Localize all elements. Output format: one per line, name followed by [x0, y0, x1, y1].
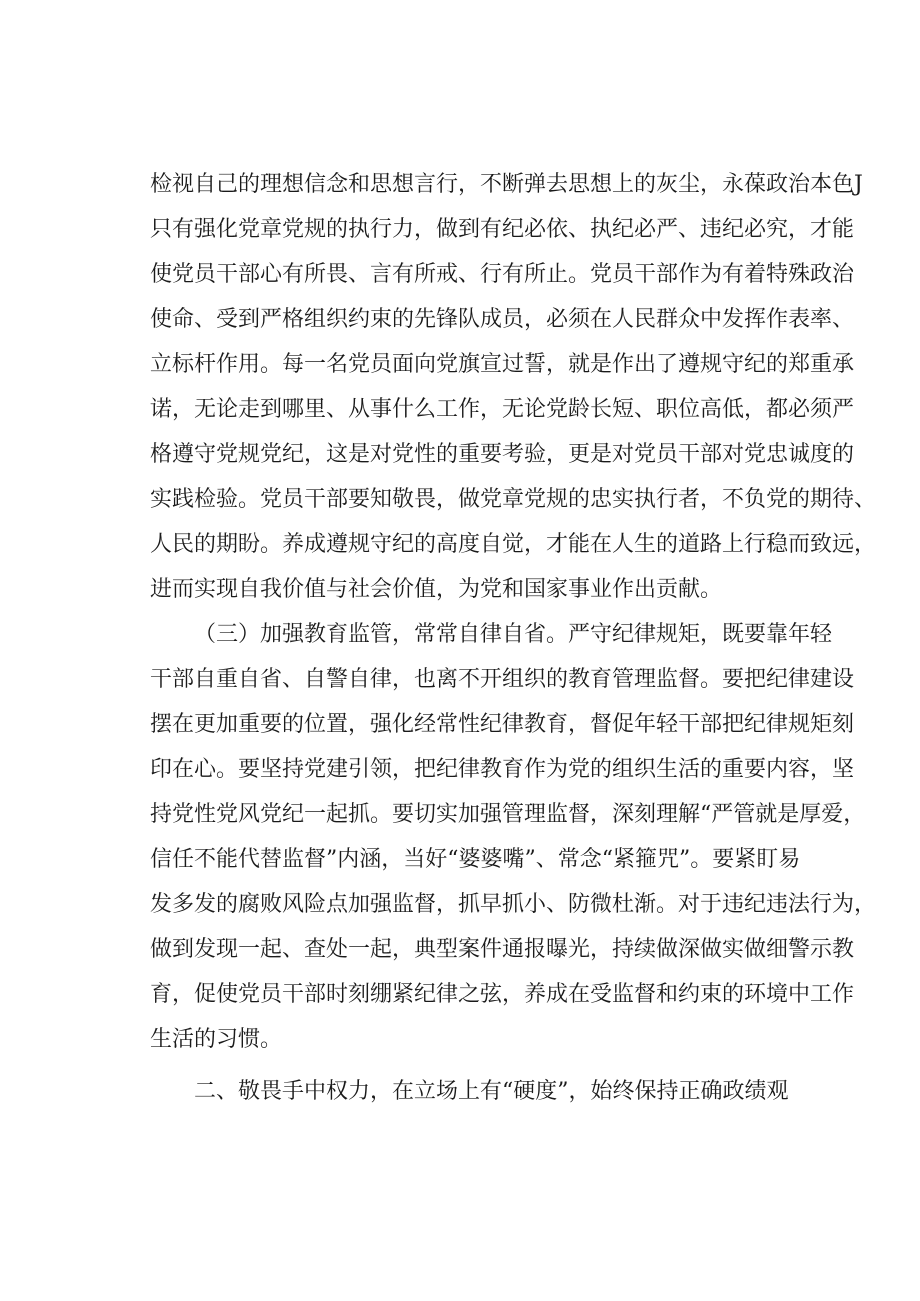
text-line: 生活的习惯。 [150, 1027, 283, 1052]
section-heading: 二、敬畏手中权力，在立场上有“硬度”，始终保持正确政绩观 [194, 1079, 789, 1104]
text-line: 诺，无论走到哪里、从事什么工作，无论党龄长短、职位高低，都必须严 [150, 397, 855, 422]
text-line: 信任不能代替监督”内涵，当好“婆婆嘴”、常念“紧箍咒”。要紧盯易 [150, 847, 801, 872]
text-line: 发多发的腐败风险点加强监督，抓早抓小、防微杜渐。对于违纪违法行为， [150, 892, 877, 917]
text-line: 使命、受到严格组织约束的先锋队成员，必须在人民群众中发挥作表率、 [150, 307, 855, 332]
text-line: 印在心。要坚持党建引领，把纪律教育作为党的组织生活的重要内容，坚 [150, 757, 855, 782]
text-line: （三）加强教育监管，常常自律自省。严守纪律规矩，既要靠年轻 [194, 622, 833, 647]
text-line: 只有强化党章党规的执行力，做到有纪必依、执纪必严、违纪必究，才能 [150, 217, 855, 242]
text-line: 立标杆作用。每一名党员面向党旗宣过誓，就是作出了遵规守纪的郑重承 [150, 352, 855, 377]
text-line: 人民的期盼。养成遵规守纪的高度自觉，才能在人生的道路上行稳而致远， [150, 532, 877, 557]
text-line: 使党员干部心有所畏、言有所戒、行有所止。党员干部作为有着特殊政治 [150, 262, 855, 287]
text-line: 做到发现一起、查处一起，典型案件通报曝光，持续做深做实做细警示教 [150, 937, 855, 962]
text-line: 摆在更加重要的位置，强化经常性纪律教育，督促年轻干部把纪律规矩刻 [150, 712, 855, 737]
text-line: 持党性党风党纪一起抓。要切实加强管理监督，深刻理解“严管就是厚爱， [150, 802, 866, 827]
text-line: 育，促使党员干部时刻绷紧纪律之弦，养成在受监督和约束的环境中工作 [150, 982, 855, 1007]
text-line: 格遵守党规党纪，这是对党性的重要考验，更是对党员干部对党忠诚度的 [150, 442, 855, 467]
text-line: 实践检验。党员干部要知敬畏，做党章党规的忠实执行者，不负党的期待、 [150, 487, 877, 512]
text-line: 干部自重自省、自警自律，也离不开组织的教育管理监督。要把纪律建设 [150, 667, 855, 692]
text-line: 进而实现自我价值与社会价值，为党和国家事业作出贡献。 [150, 577, 723, 602]
text-line: 检视自己的理想信念和思想言行，不断弹去思想上的灰尘，永葆政治本色J [150, 172, 863, 197]
